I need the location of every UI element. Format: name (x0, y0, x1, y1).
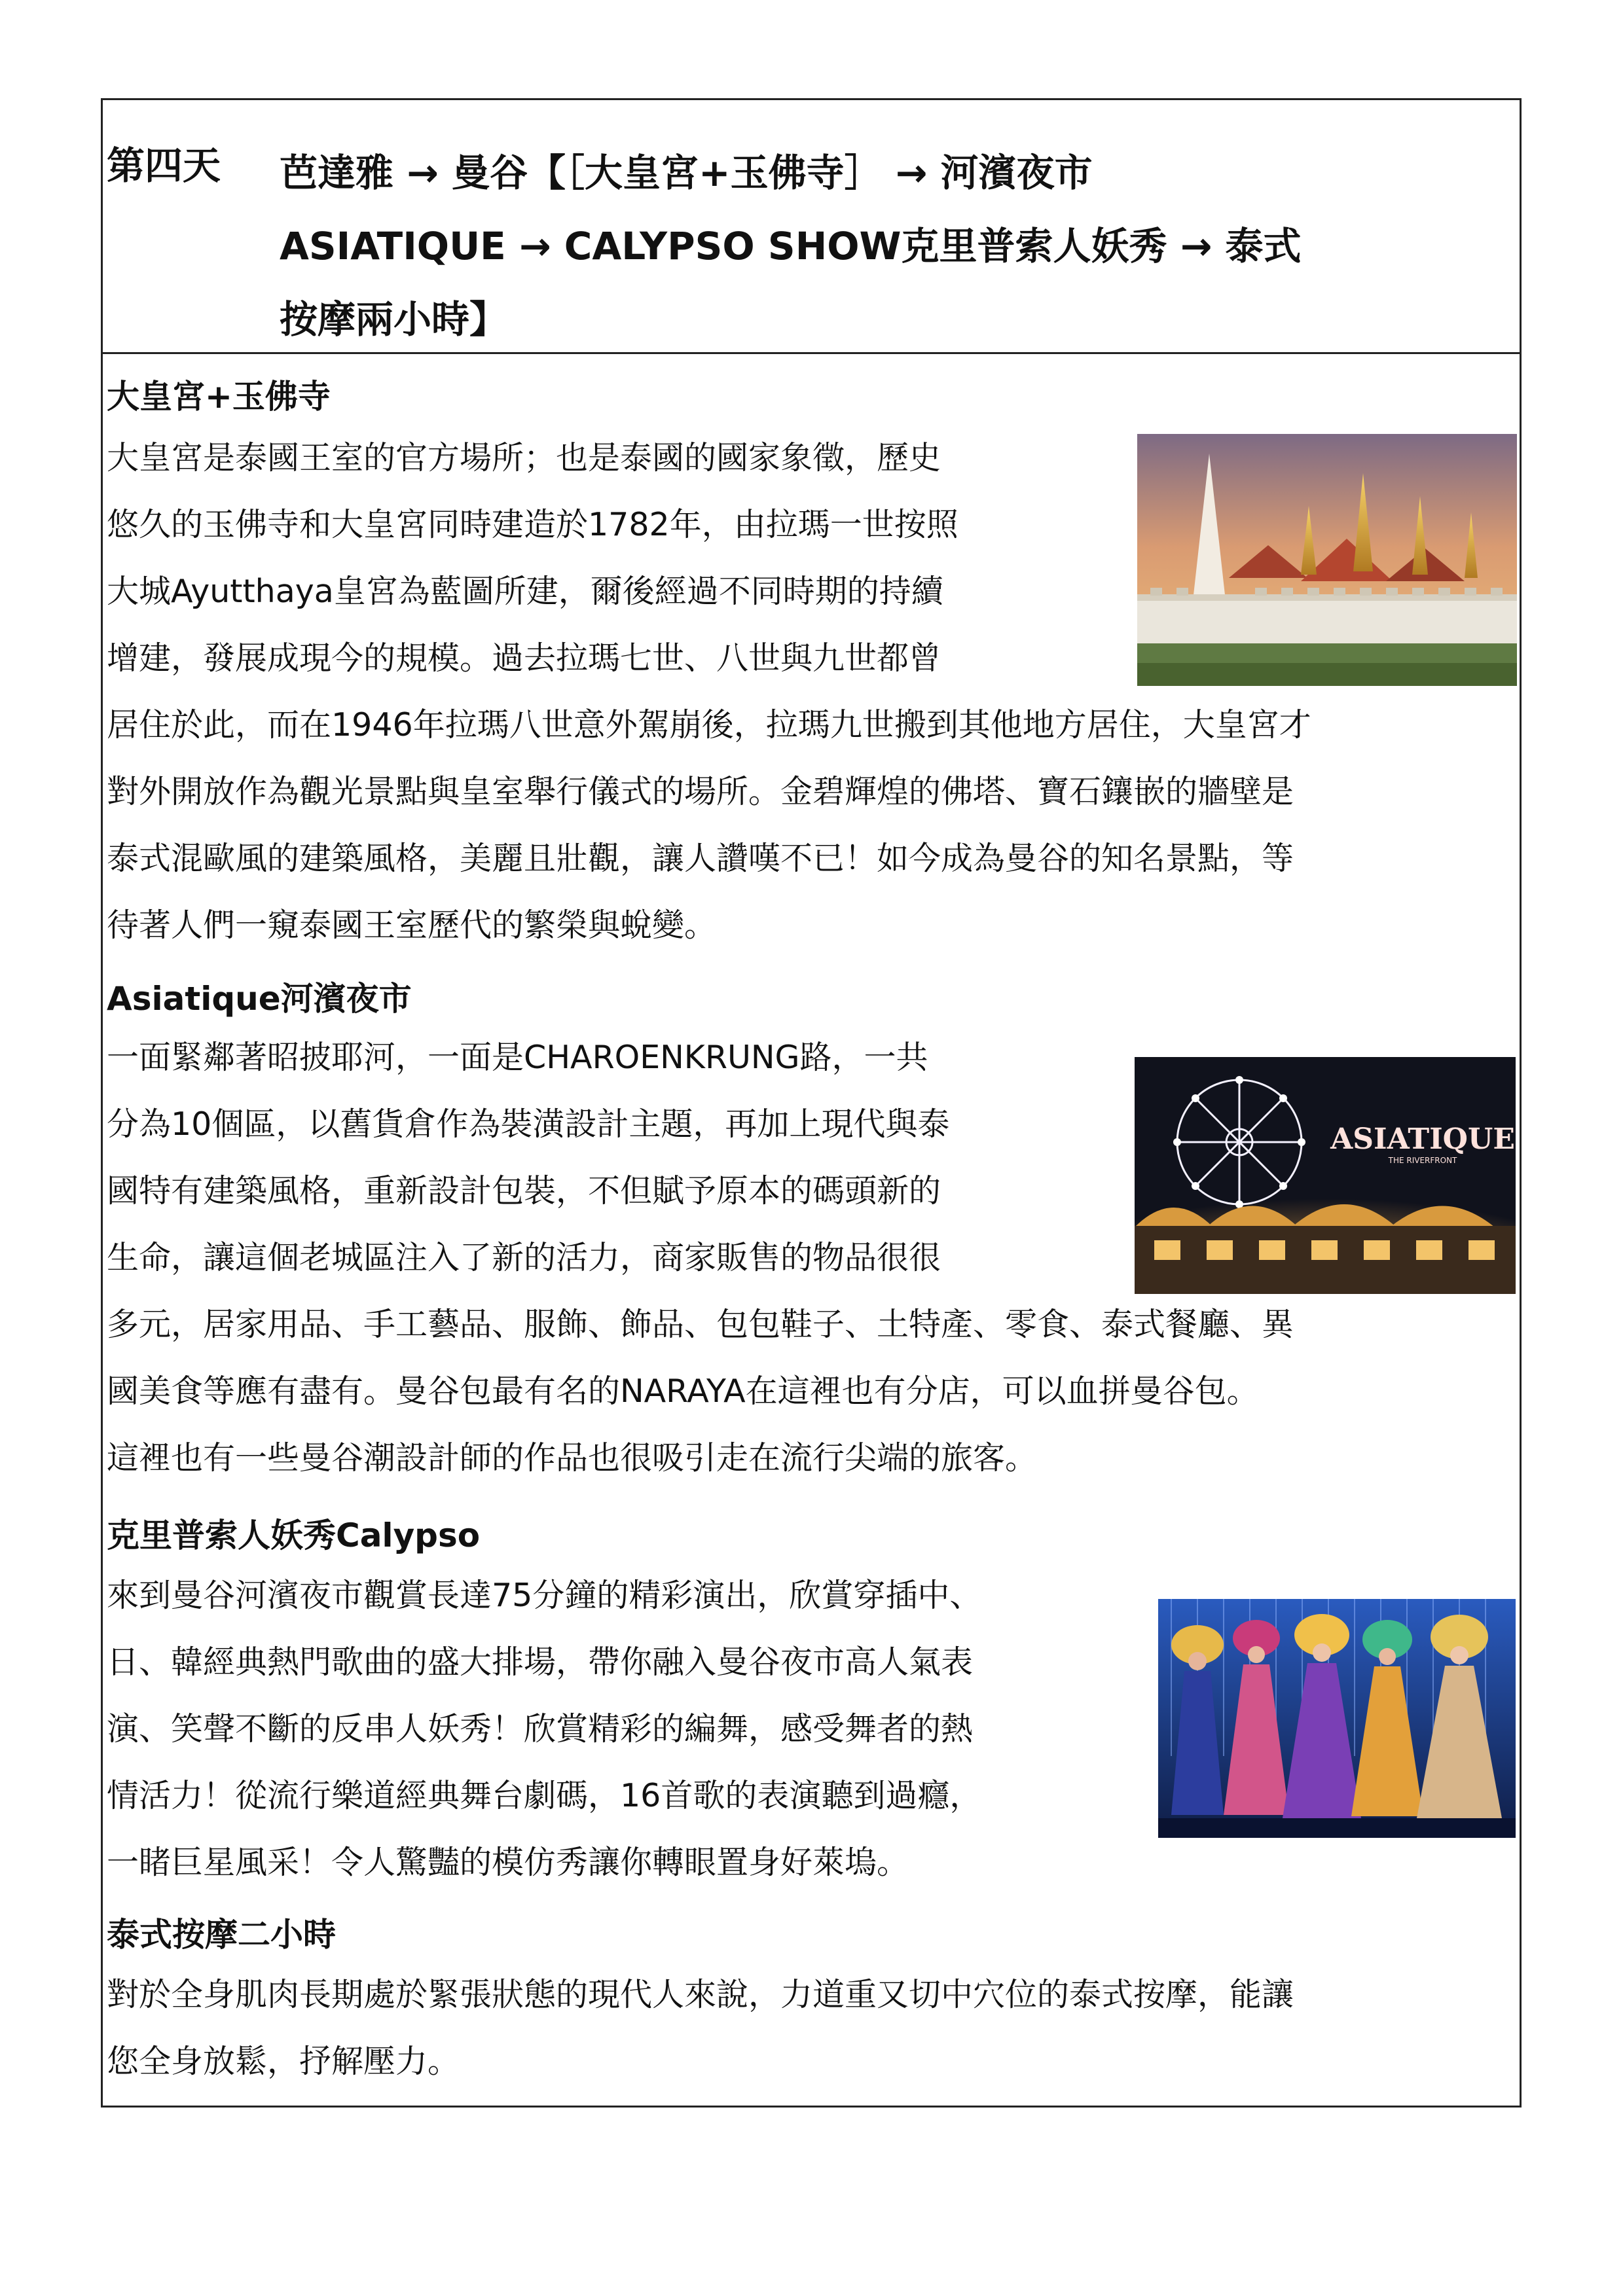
route-title (280, 136, 1510, 356)
text-line: 生命，讓這個老城區注入了新的活力，商家販售的物品很很 (107, 1239, 941, 1276)
text-line: 這裡也有一些曼谷潮設計師的作品也很吸引走在流行尖端的旅客。 (107, 1439, 1038, 1477)
text-line: 一睹巨星風采！令人驚豔的模仿秀讓你轉眼置身好萊塢。 (107, 1844, 909, 1881)
text-line: 大城Ayutthaya皇宮為藍圖所建，爾後經過不同時期的持續 (107, 573, 943, 610)
text-line: 日、韓經典熱門歌曲的盛大排場，帶你融入曼谷夜市高人氣表 (107, 1643, 974, 1681)
asiatique-photo (1135, 1057, 1516, 1294)
text-line: 國美食等應有盡有。曼谷包最有名的NARAYA在這裡也有分店，可以血拼曼谷包。 (107, 1372, 1259, 1410)
text-line: 大皇宮是泰國王室的官方場所；也是泰國的國家象徵，歷史 (107, 439, 941, 476)
section-title-calypso: 克里普索人妖秀Calypso (107, 1516, 481, 1554)
section-text-thai-massage (107, 1962, 1294, 2095)
section-title-thai-massage: 泰式按摩二小時 (107, 1916, 336, 1954)
text-line: 增建，發展成現今的規模。過去拉瑪七世、八世與九世都曾 (107, 639, 941, 677)
calypso-show-photo (1158, 1599, 1516, 1838)
asiatique-sign: ASIATIQUE (1330, 1122, 1515, 1156)
text-line: 悠久的玉佛寺和大皇宮同時建造於1782年，由拉瑪一世按照 (107, 506, 958, 543)
text-line: 對於全身肌肉長期處於緊張狀態的現代人來說，力道重又切中穴位的泰式按摩，能讓 (107, 1976, 1294, 2013)
text-line: 您全身放鬆，抒解壓力。 (107, 2043, 460, 2080)
section-text-asiatique (107, 1024, 1294, 1492)
day-label: 第四天 (107, 143, 221, 188)
text-line: 情活力！從流行樂道經典舞台劇碼，16首歌的表演聽到過癮， (107, 1777, 982, 1814)
asiatique-sign-sub: THE RIVERFRONT (1388, 1156, 1457, 1165)
text-line: 居住於此，而在1946年拉瑪八世意外駕崩後，拉瑪九世搬到其他地方居住，大皇宮才 (107, 706, 1311, 744)
text-line: 國特有建築風格，重新設計包裝，不但賦予原本的碼頭新的 (107, 1172, 941, 1210)
section-text-grand-palace (107, 425, 1311, 959)
section-title-asiatique: Asiatique河濱夜市 (107, 980, 412, 1018)
itinerary-frame (101, 98, 1522, 2108)
section-text-calypso (107, 1562, 981, 1896)
text-line: 對外開放作為觀光景點與皇室舉行儀式的場所。金碧輝煌的佛塔、寶石鑲嵌的牆壁是 (107, 773, 1294, 810)
text-line: 來到曼谷河濱夜市觀賞長達75分鐘的精彩演出，欣賞穿插中、 (107, 1577, 982, 1614)
day-header (103, 100, 1520, 354)
text-line: 待著人們一窺泰國王室歷代的繁榮與蛻變。 (107, 906, 717, 944)
text-line: 泰式混歐風的建築風格，美麗且壯觀，讓人讚嘆不已！如今成為曼谷的知名景點，等 (107, 840, 1294, 877)
section-title-grand-palace: 大皇宮+玉佛寺 (107, 378, 331, 416)
route-line-1: 芭達雅 → 曼谷【［大皇宮+玉佛寺］ → 河濱夜市 (280, 151, 1093, 195)
text-line: 一面緊鄰著昭披耶河，一面是CHAROENKRUNG路，一共 (107, 1039, 928, 1076)
text-line: 多元，居家用品、手工藝品、服飾、飾品、包包鞋子、土特產、零食、泰式餐廳、異 (107, 1306, 1294, 1343)
grand-palace-photo (1137, 434, 1517, 686)
route-line-2: ASIATIQUE → CALYPSO SHOW克里普索人妖秀 → 泰式 (280, 224, 1302, 268)
text-line: 分為10個區，以舊貨倉作為裝潢設計主題，再加上現代與泰 (107, 1105, 950, 1143)
text-line: 演、笑聲不斷的反串人妖秀！欣賞精彩的編舞，感受舞者的熱 (107, 1710, 974, 1748)
route-line-3: 按摩兩小時】 (280, 297, 508, 342)
